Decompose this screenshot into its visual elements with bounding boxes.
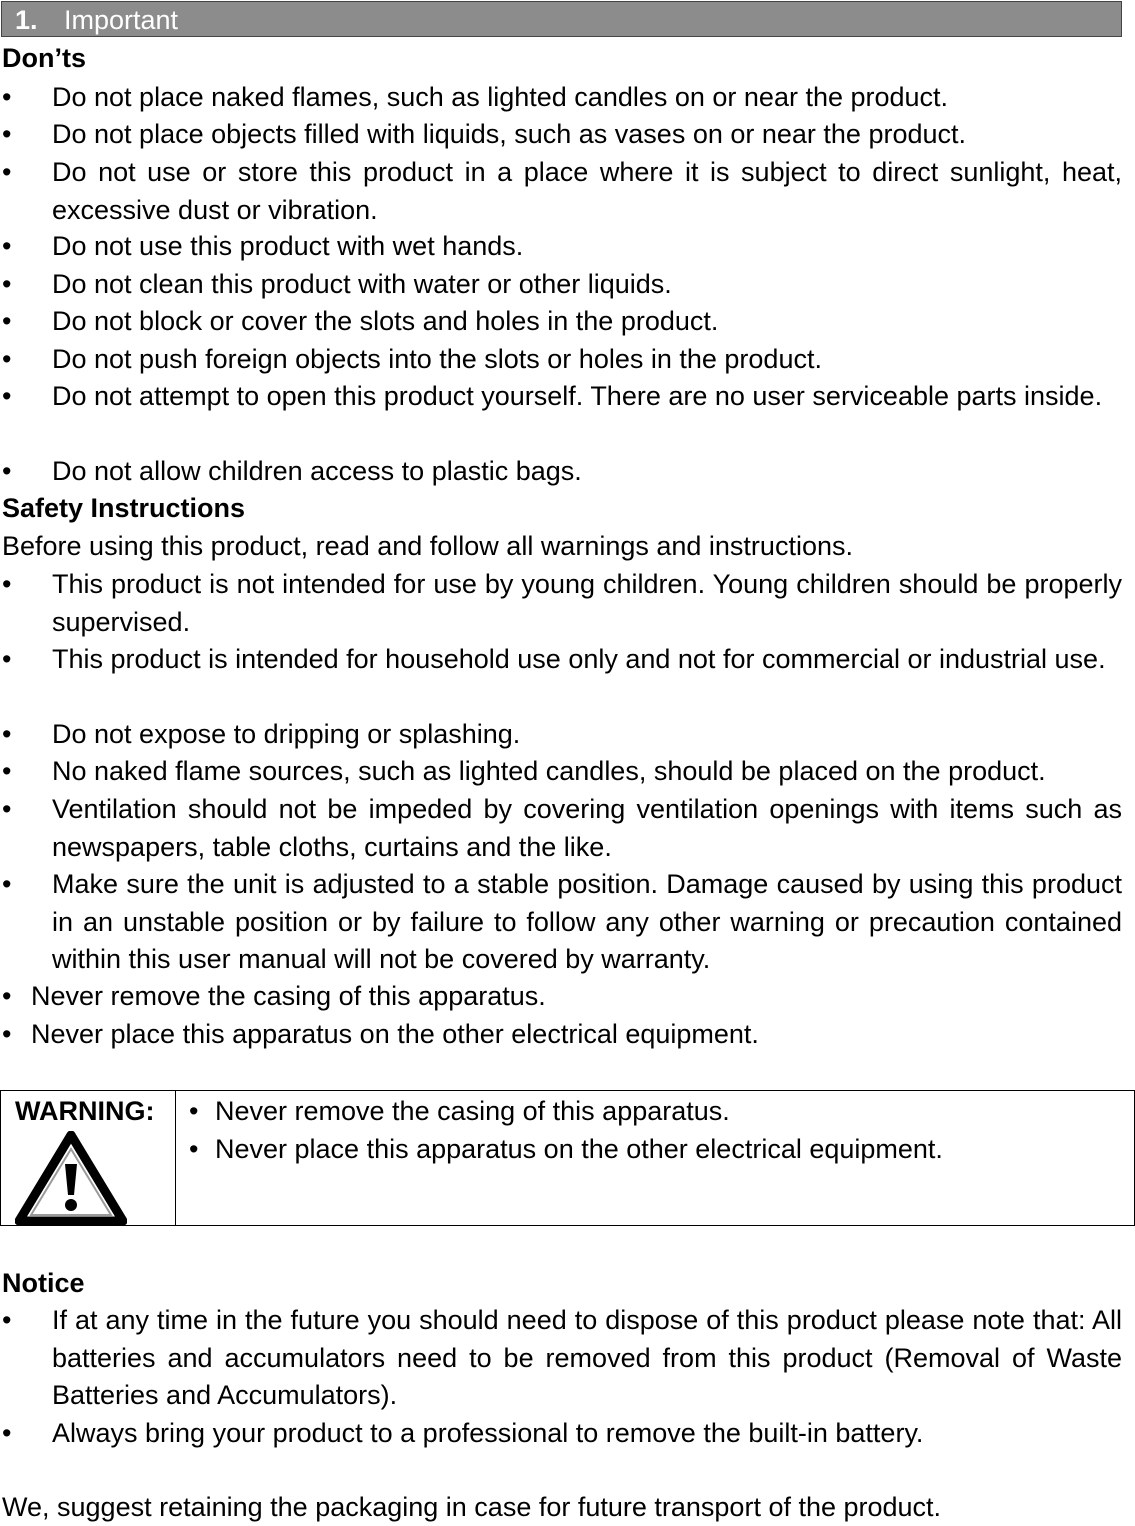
list-item: • Do not place objects filled with liquids, such as vases on or near the product. (2, 119, 967, 149)
section-number: 1. (15, 5, 38, 35)
notice-heading: Notice (2, 1268, 85, 1298)
list-item: • Never remove the casing of this apparatus. (189, 1096, 730, 1126)
list-item: • Never place this apparatus on the other electrical equipment. (189, 1133, 943, 1164)
warning-list (189, 1093, 1119, 1168)
section-title: Important (64, 5, 179, 35)
list-item: • Do not expose to dripping or splashing. (2, 719, 521, 749)
footer-note: We, suggest retaining the packaging in case for future transport of the product. (2, 1492, 942, 1522)
list-item: • This product is intended for household use only and not for commercial or industrial use. (2, 644, 1106, 674)
list-item: • Do not push foreign objects into the slots or holes in the product. (2, 344, 822, 374)
safety-heading: Safety Instructions (2, 493, 246, 523)
list-item: • If at any time in the future you should need to dispose of this product please note that: All batteries and accumulators need to be removed from this product (Removal of Waste Batteries and Accumulators). (2, 1305, 1122, 1410)
section-header (1, 1, 1122, 37)
donts-heading: Don’ts (2, 43, 86, 73)
list-item: • Do not use this product with wet hands. (2, 231, 524, 261)
warning-triangle-icon (15, 1131, 127, 1225)
list-item: • Never remove the casing of this apparatus. (2, 981, 546, 1011)
safety-intro: Before using this product, read and follow all warnings and instructions. (2, 531, 853, 561)
list-item: • Do not clean this product with water or other liquids. (2, 269, 672, 299)
list-item: • Do not place naked flames, such as lighted candles on or near the product. (2, 82, 949, 112)
warning-label: WARNING: (15, 1096, 155, 1126)
list-item: • Do not allow children access to plastic bags. (2, 456, 582, 486)
list-item: • No naked flame sources, such as lighted candles, should be placed on the product. (2, 756, 1046, 786)
list-item: • This product is not intended for use by young children. Young children should be properly supervised. (2, 569, 1122, 637)
list-item: • Do not block or cover the slots and holes in the product. (2, 306, 719, 336)
list-item: • Do not attempt to open this product yourself. There are no user serviceable parts inside. (2, 381, 1103, 411)
list-item: • Ventilation should not be impeded by covering ventilation openings with items such as newspapers, table cloths, curtains and the like. (2, 794, 1122, 862)
list-item: • Make sure the unit is adjusted to a stable position. Damage caused by using this product in an unstable position or by failure to follow any other warning or precaution contained within this user manual will not be covered by warranty. (2, 869, 1122, 974)
warning-box (0, 1090, 1135, 1226)
list-item: • Do not use or store this product in a place where it is subject to direct sunlight, heat, excessive dust or vibration. (2, 157, 1122, 225)
list-item: • Never place this apparatus on the other electrical equipment. (2, 1019, 759, 1049)
table-divider (175, 1091, 176, 1225)
list-item: • Always bring your product to a professional to remove the built-in battery. (2, 1418, 924, 1448)
